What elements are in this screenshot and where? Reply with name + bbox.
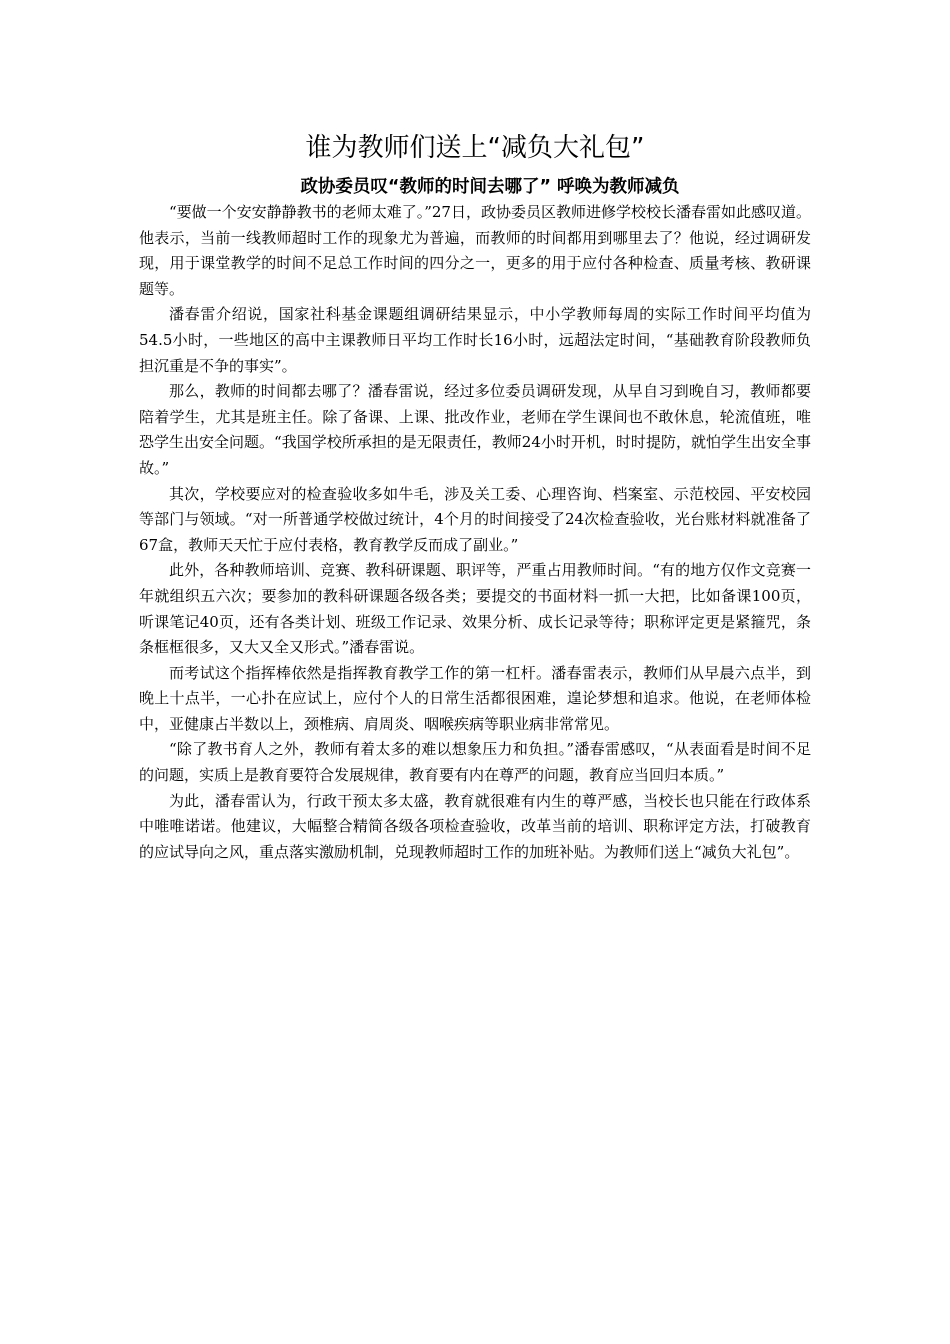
paragraph-6: 而考试这个指挥棒依然是指挥教育教学工作的第一杠杆。潘春雷表示，教师们从早晨六点半，到晚上十点半，一心扑在应试上，应付个人的日常生活都很困难，遑论梦想和追求。他说，在老师体检中，亚健康占半数以上，颈椎病、肩周炎、咽喉疾病等职业病非常常见。 [139,663,811,733]
article-subtitle: 政协委员叹“教师的时间去哪了” 呼唤为教师减负 [300,177,680,197]
paragraph-7: “除了教书育人之外，教师有着太多的难以想象压力和负担。”潘春雷感叹，“从表面看是时间不足的问题，实质上是教育要符合发展规律，教育要有内在尊严的问题，教育应当回归本质。” [139,740,811,785]
article-title: 谁为教师们送上“减负大礼包” [305,133,645,163]
paragraph-8: 为此，潘春雷认为，行政干预太多太盛，教育就很难有内生的尊严感，当校长也只能在行政体系中唯唯诺诺。他建议，大幅整合精简各级各项检查验收，改革当前的培训、职称评定方法，打破教育的应试导向之风，重点落实激励机制，兑现教师超时工作的加班补贴。为教师们送上“减负大礼包”。 [139,791,811,861]
paragraph-4: 其次，学校要应对的检查验收多如牛毛，涉及关工委、心理咨询、档案室、示范校园、平安校园等部门与领域。“对一所普通学校做过统计，4个月的时间接受了24次检查验收，光台账材料就准备了67盒，教师天天忙于应付表格，教育教学反而成了副业。” [139,484,811,554]
paragraph-3: 那么，教师的时间都去哪了？潘春雷说，经过多位委员调研发现，从早自习到晚自习，教师都要陪着学生，尤其是班主任。除了备课、上课、批改作业，老师在学生课间也不敢休息，轮流值班，唯恐学生出安全问题。“我国学校所承担的是无限责任，教师24小时开机，时时提防，就怕学生出安全事故。” [139,382,811,477]
article [139,128,811,865]
paragraph-5: 此外，各种教师培训、竞赛、教科研课题、职评等，严重占用教师时间。“有的地方仅作文竞赛一年就组织五六次；要参加的教科研课题各级各类；要提交的书面材料一抓一大把，比如备课100页，听课笔记40页，还有各类计划、班级工作记录、效果分析、成长记录等待；职称评定更是紧箍咒，条条框框很多，又大又全又形式。”潘春雷说。 [139,561,811,657]
paragraph-1: “要做一个安安静静教书的老师太难了。”27日，政协委员区教师进修学校校长潘春雷如此感叹道。他表示，当前一线教师超时工作的现象尤为普遍，而教师的时间都用到哪里去了？他说，经过调研发现，用于课堂教学的时间不足总工作时间的四分之一，更多的用于应付各种检查、质量考核、教研课题等。 [139,203,811,298]
paragraph-2: 潘春雷介绍说，国家社科基金课题组调研结果显示，中小学教师每周的实际工作时间平均值为54.5小时，一些地区的高中主课教师日平均工作时长16小时，远超法定时间，“基础教育阶段教师负担沉重是不争的事实”。 [139,305,811,375]
